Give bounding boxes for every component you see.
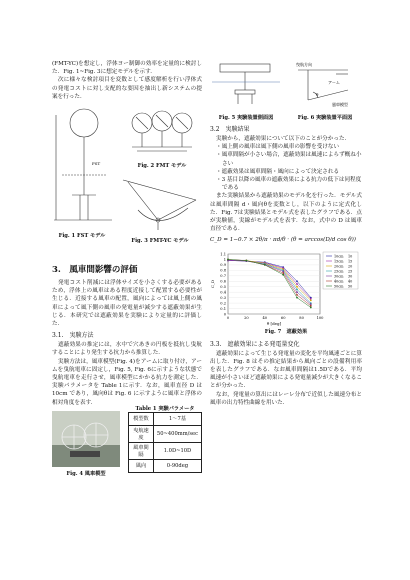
section-3-3-paragraph-2: なお，発電量の算出にはレーレ分布で近似した風速分布と風車の出力特性曲線を用いた． — [210, 391, 362, 406]
legend-label-extra: 15 — [348, 258, 353, 263]
series-line — [228, 259, 311, 307]
x-axis-label: θ [deg] — [266, 320, 282, 326]
legend-label: 40cm — [334, 278, 344, 283]
fig5-side-view — [210, 60, 282, 112]
x-tick-label: 0 — [226, 315, 230, 320]
y-tick-label: 0.4 — [220, 290, 226, 295]
legend-label-extra: 25 — [348, 268, 353, 273]
fig5-caption: Fig. 5 実験装置側面図 — [218, 115, 274, 121]
data-point — [246, 259, 248, 261]
data-point — [310, 305, 312, 307]
table-row: 風車間隔 1.0D~10D — [129, 442, 202, 459]
x-tick-label: 20 — [244, 315, 249, 320]
data-point — [296, 280, 298, 282]
y-tick-label: 1 — [223, 257, 226, 262]
figures-1-3 — [52, 105, 202, 245]
legend-label: 15cm — [334, 258, 344, 263]
table-1-caption: Table 1 実験パラメータ — [135, 405, 195, 412]
section-3-2-intro: 実験から，遮蔽効果について以下のことが分かった． — [216, 136, 351, 142]
intro-paragraph: (FMT-YC)を想定し，浮体ヨー制御の効率を定量的に検討した．Fig. 1~Fig. 3に想定モデルを示す． — [52, 61, 202, 76]
x-tick-label: 80 — [299, 315, 304, 320]
data-point — [282, 270, 284, 272]
svg-text:FST: FST — [92, 161, 101, 167]
bullet-item: ・風車間隔が小さい場合，遮蔽効果は風速によらず概ね小さい — [216, 152, 362, 167]
x-tick-label: 60 — [280, 315, 286, 320]
legend-label-extra: 50 — [348, 283, 353, 288]
fig3-caption: Fig. 3 FMT-YC モデル — [131, 238, 189, 245]
fig6-label-tow: 曳航方向 — [296, 62, 312, 67]
fig2-caption: Fig. 2 FMT モデル — [137, 163, 187, 170]
section-3-1-title: 3.1. 実験方法 — [52, 332, 94, 340]
data-point — [310, 303, 312, 305]
data-point — [282, 273, 284, 275]
y-tick-label: 0.8 — [220, 268, 226, 273]
fig6-label-arm: アーム — [328, 80, 340, 85]
fig6-label-model: 風車模型 — [332, 102, 348, 107]
fig6-plan-view — [288, 60, 362, 112]
x-tick-label: 100 — [316, 315, 324, 320]
section-3-3-title: 3.3. 遮蔽効果による発電量変化 — [210, 340, 300, 348]
fig1-fst-drawing — [52, 105, 117, 235]
legend-label-extra: 40 — [348, 278, 353, 283]
legend-label: 50cm — [334, 283, 344, 288]
section-3-1-paragraph-2: 実験方法は，風車模型(Fig. 4)をアームに取り付け，アームを曳航電車に固定し，Fig. 5, Fig. 6に示すような状態で曳航電車を走行させ，風車模型にかかる抗力を測定した．実験パラメータを Table 1に示す．なお，風車直径 D は 10cm であり，風向θは Fig. 6 に示すように風車と浮体の相対角度を表す． — [52, 358, 202, 406]
legend-label: 25cm — [334, 268, 344, 273]
fig2-fmt-drawing — [122, 105, 202, 160]
legend-label-extra: 10 — [348, 253, 353, 258]
legend-label-extra: 20 — [348, 263, 353, 268]
data-point — [296, 294, 298, 296]
legend-label: 10cm — [334, 253, 344, 258]
y-tick-label: 0.6 — [220, 279, 226, 284]
data-point — [227, 258, 229, 260]
y-tick-label: 0.2 — [220, 301, 226, 306]
y-tick-label: 0 — [223, 311, 226, 316]
y-tick-label: 0.7 — [220, 273, 226, 278]
fig4-photo — [52, 411, 120, 467]
section-3-2-title: 3.2 実験結果 — [210, 126, 250, 133]
data-point — [296, 288, 298, 290]
fig6-caption: Fig. 6 実験装置平面図 — [297, 115, 353, 121]
x-tick-label: 40 — [262, 315, 268, 320]
data-point — [310, 299, 312, 301]
table-row: 模型数 1〜7基 — [129, 412, 202, 425]
y-tick-label: 0.9 — [220, 262, 226, 267]
legend-label: 20cm — [334, 263, 344, 268]
data-point — [310, 297, 312, 299]
fig4-caption: Fig. 4 風車模型 — [66, 470, 106, 477]
section-3-2-paragraph: また実験結果から遮蔽効果のモデル化を行った．モデル式は風車間隔 d・風向θを変数とし，以下のように定式化した．Fig. 7は実験結果とモデル式を表したグラフである．点が実験値，実線がモデル式を表す．なお，式中の D は風車直径である． — [210, 193, 362, 233]
section-3-title: 3. 風車間影響の評価 — [52, 265, 138, 276]
fig3-fmt-yc-drawing — [118, 170, 202, 235]
y-tick-label: 0.3 — [220, 295, 226, 300]
data-point — [296, 283, 298, 285]
series-line — [228, 260, 311, 303]
left-column — [52, 0, 202, 481]
bullet-item: ・3 基目以降の風車の遮蔽効果による抗力の低下は同程度である — [216, 177, 362, 192]
fig7-caption: Fig. 7 遮蔽効果 — [264, 328, 308, 335]
data-point — [296, 285, 298, 287]
fig1-caption: Fig. 1 FST モデル — [58, 233, 106, 240]
right-column — [210, 0, 362, 407]
section-3-paragraph: 発電コスト削減には浮体サイズを小さくする必要があるため，浮体上の風車はある程度近接して配置する必要性が生じる．近接する風車の配置，風向によっては風上側の風車によって風下側の風車の発電量が減少する遮蔽効果が生じる．本研究では遮蔽効果を実験により定量的に評価した． — [52, 280, 202, 328]
fig4-table1-area — [52, 405, 202, 481]
fig5-fig6-area — [210, 60, 362, 122]
bullet-item: ・遮蔽効果は風車間隔・風向によって決定される — [216, 168, 340, 175]
y-tick-label: 0.5 — [220, 284, 226, 289]
data-point — [310, 306, 312, 308]
bullet-item: ・風上側の風車は風下側の風車の影響を受けない — [216, 144, 340, 151]
y-axis-label: C_D — [210, 279, 215, 288]
data-point — [264, 264, 266, 266]
fig7-shielding-chart — [210, 248, 360, 328]
fig6-label-angle: θ — [316, 92, 319, 97]
section-3-3-paragraph: 遮蔽効果によって生じる発電量の変化を平均風速ごとに算出した．Fig. 8 はその推定結果から風向ごとの設備利用率を表したグラフである．なお風車間隔は1.5Dである．平均風速が小さいほど遮蔽効果による発電量減少が大きくなることが分かった． — [210, 350, 362, 390]
data-point — [296, 296, 298, 298]
y-tick-label: 0.1 — [220, 306, 226, 311]
table-1 — [128, 405, 202, 473]
formula: C_D = 1−0.7 × 2θ/π · πd/θ · (θ = arccos(D/d cos θ)) — [210, 237, 356, 244]
plot-frame — [228, 254, 320, 314]
legend-label: 30cm — [334, 273, 344, 278]
data-point — [282, 272, 284, 274]
y-tick-label: 1.1 — [220, 251, 226, 256]
section-3-1-paragraph: 遮蔽効果の推定には，水中で穴あきの円板を抵抗し曳航することにより発生する抗力から推算した． — [52, 342, 202, 357]
table-row: 風向 0-90deg — [129, 459, 202, 472]
data-point — [296, 291, 298, 293]
table-row: 曳航速度 50~400mm/sec — [129, 425, 202, 442]
legend-label-extra: 30 — [348, 273, 353, 278]
intro-paragraph-2: 次に様々な検討項目を変数として感度解析を行い浮体式の発電コストに対し支配的な要因を抽出し新システムの提案を行った． — [52, 77, 202, 100]
